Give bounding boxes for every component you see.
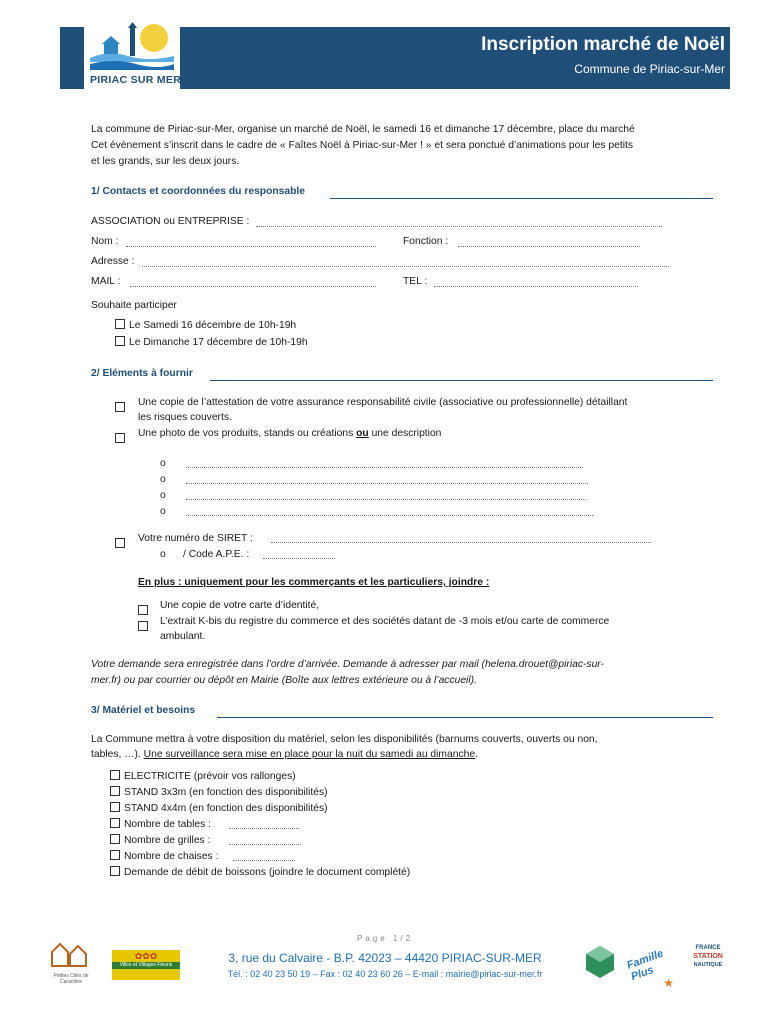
intro-line-2: Cet évènement s’inscrit dans le cadre de « Faîtes Noël à Piriac-sur-Mer ! » et sera ponctué d’animations pour les petits: [91, 140, 633, 151]
item-2-post: une description: [371, 428, 442, 439]
description-field-1[interactable]: [186, 467, 583, 468]
intro-2-post: .: [475, 749, 478, 760]
petites-cites-logo: [48, 940, 94, 984]
surveillance-note: Une surveillance sera mise en place pour la nuit du samedi au dimanche: [143, 749, 476, 760]
villes-fleuries-logo: [112, 950, 180, 980]
bullet-ape: o: [160, 549, 166, 560]
item-2-ou: ou: [356, 428, 369, 439]
ape-label: / Code A.P.E. :: [183, 549, 250, 560]
note-line-2: mer.fr) ou par courrier ou dépôt en Mairie (Boîte aux lettres extérieure ou à l’accueil).: [91, 675, 477, 686]
footer-address: 3, rue du Calvaire - B.P. 42023 – 44420 PIRIAC-SUR-MER: [228, 951, 542, 965]
station-nautique-logo: [686, 944, 730, 984]
villes-fleuries-text: Villes et Villages Fleuris: [112, 962, 180, 969]
item-1-checkbox[interactable]: [115, 398, 129, 416]
description-field-3[interactable]: [186, 499, 586, 500]
nom-field[interactable]: [126, 246, 376, 247]
houses-icon: [48, 940, 94, 968]
fonction-field[interactable]: [458, 246, 640, 247]
option-dimanche[interactable]: [115, 335, 308, 351]
lighthouse-icon: [84, 20, 180, 72]
star-icon: ★: [663, 976, 674, 990]
bullet-4: o: [160, 506, 166, 517]
adresse-label: Adresse :: [91, 256, 135, 267]
item-2-pre: Une photo de vos produits, stands ou créations: [138, 428, 354, 439]
option-dimanche-label: Le Dimanche 17 décembre de 10h-19h: [129, 337, 308, 348]
logo-text: PIRIAC SUR MER: [90, 74, 182, 86]
chaises-field[interactable]: [233, 860, 295, 861]
siret-label: Votre numéro de SIRET :: [138, 533, 253, 544]
checkbox[interactable]: [115, 319, 125, 329]
association-field[interactable]: [256, 226, 662, 227]
association-label: ASSOCIATION ou ENTREPRISE :: [91, 216, 250, 227]
need-debit-boissons[interactable]: [110, 865, 410, 881]
need-label: ELECTRICITE (prévoir vos rallonges): [124, 771, 296, 782]
description-field-2[interactable]: [186, 483, 588, 484]
need-label: Demande de débit de boissons (joindre le document complété): [124, 867, 411, 878]
nom-label: Nom :: [91, 236, 119, 247]
need-grilles[interactable]: [110, 833, 210, 849]
need-label: Nombre de grilles :: [124, 835, 211, 846]
need-electricite[interactable]: [110, 769, 296, 785]
section-1-rule: [330, 198, 713, 199]
souhaite-label: Souhaite participer: [91, 300, 177, 311]
intro-line-3: et les grands, sur les deux jours.: [91, 156, 240, 167]
item-1-line-2: les risques couverts.: [138, 412, 232, 423]
section-3-rule: [217, 717, 713, 718]
page-number: Page 1/2: [356, 934, 414, 943]
petites-cites-text: Petites Cités de Caractère: [53, 973, 89, 985]
item-2-text: [138, 426, 441, 442]
famille-plus-text: Famille Plus: [625, 947, 666, 984]
famille-plus-logo: [625, 944, 674, 990]
extra-2-line-1: L’extrait K-bis du registre du commerce et des sociétés datant de -3 mois et/ou carte de commerce: [160, 616, 610, 627]
checkbox[interactable]: [115, 336, 125, 346]
station-line-3: NAUTIQUE: [693, 962, 723, 968]
section-3-heading: 3/ Matériel et besoins: [91, 705, 196, 716]
siret-field[interactable]: [271, 542, 651, 543]
extra-1-text: Une copie de votre carte d’identité,: [160, 600, 320, 611]
need-chaises[interactable]: [110, 849, 218, 865]
note-line-1: Votre demande sera enregistrée dans l’ordre d’arrivée. Demande à adresser par mail (helena.drouet@piriac-sur-: [91, 659, 604, 670]
bullet-2: o: [160, 474, 166, 485]
page-subtitle: Commune de Piriac-sur-Mer: [574, 62, 725, 76]
en-plus-heading: En plus : uniquement pour les commerçants et les particuliers, joindre :: [138, 577, 490, 588]
need-label: STAND 3x3m (en fonction des disponibilités): [124, 787, 328, 798]
option-samedi-label: Le Samedi 16 décembre de 10h-19h: [129, 320, 297, 331]
section-3-intro-2: [91, 747, 478, 763]
section-1-heading: 1/ Contacts et coordonnées du responsable: [91, 186, 305, 197]
tables-field[interactable]: [229, 828, 299, 829]
need-label: STAND 4x4m (en fonction des disponibilités): [124, 803, 328, 814]
intro-line-1: La commune de Piriac-sur-Mer, organise un marché de Noël, le samedi 16 et dimanche 17 décembre, place du marché: [91, 124, 635, 135]
page-title: Inscription marché de Noël: [481, 34, 725, 55]
section-2-heading: 2/ Eléments à fournir: [91, 368, 193, 379]
hexagon-icon: [582, 944, 618, 980]
need-stand-4x4[interactable]: [110, 801, 328, 817]
bullet-3: o: [160, 490, 166, 501]
label-logo: [582, 944, 618, 980]
fonction-label: Fonction :: [403, 236, 449, 247]
need-label: Nombre de chaises :: [124, 851, 219, 862]
grilles-field[interactable]: [229, 844, 301, 845]
tel-field[interactable]: [434, 286, 638, 287]
bullet-1: o: [160, 458, 166, 469]
extra-2-line-2: ambulant.: [160, 631, 206, 642]
section-3-intro-1: La Commune mettra à votre disposition du matériel, selon les disponibilités (barnums couverts, ouverts ou non,: [91, 734, 598, 745]
item-2-checkbox[interactable]: [115, 429, 129, 447]
intro-2-pre: tables, …).: [91, 749, 144, 760]
section-2-rule: [210, 380, 713, 381]
adresse-field[interactable]: [142, 266, 669, 267]
mail-field[interactable]: [130, 286, 376, 287]
tel-label: TEL :: [403, 276, 428, 287]
siret-checkbox[interactable]: [115, 534, 129, 552]
need-tables[interactable]: [110, 817, 211, 833]
footer-contact: Tél. : 02 40 23 50 19 – Fax : 02 40 23 60 26 – E-mail : mairie@piriac-sur-mer.fr: [227, 969, 543, 979]
mail-label: MAIL :: [91, 276, 121, 287]
flowers-icon: ✿✿✿: [134, 951, 158, 961]
ape-field[interactable]: [263, 558, 335, 559]
option-samedi[interactable]: [115, 318, 296, 334]
need-stand-3x3[interactable]: [110, 785, 328, 801]
description-field-4[interactable]: [186, 515, 593, 516]
item-1-line-1: Une copie de l’attestation de votre assurance responsabilité civile (associative ou professionnelle) détaillant: [138, 397, 628, 408]
need-label: Nombre de tables :: [124, 819, 211, 830]
station-line-2: STATION: [693, 953, 723, 960]
extra-2-checkbox[interactable]: [138, 617, 152, 635]
station-line-1: FRANCE: [695, 945, 721, 951]
